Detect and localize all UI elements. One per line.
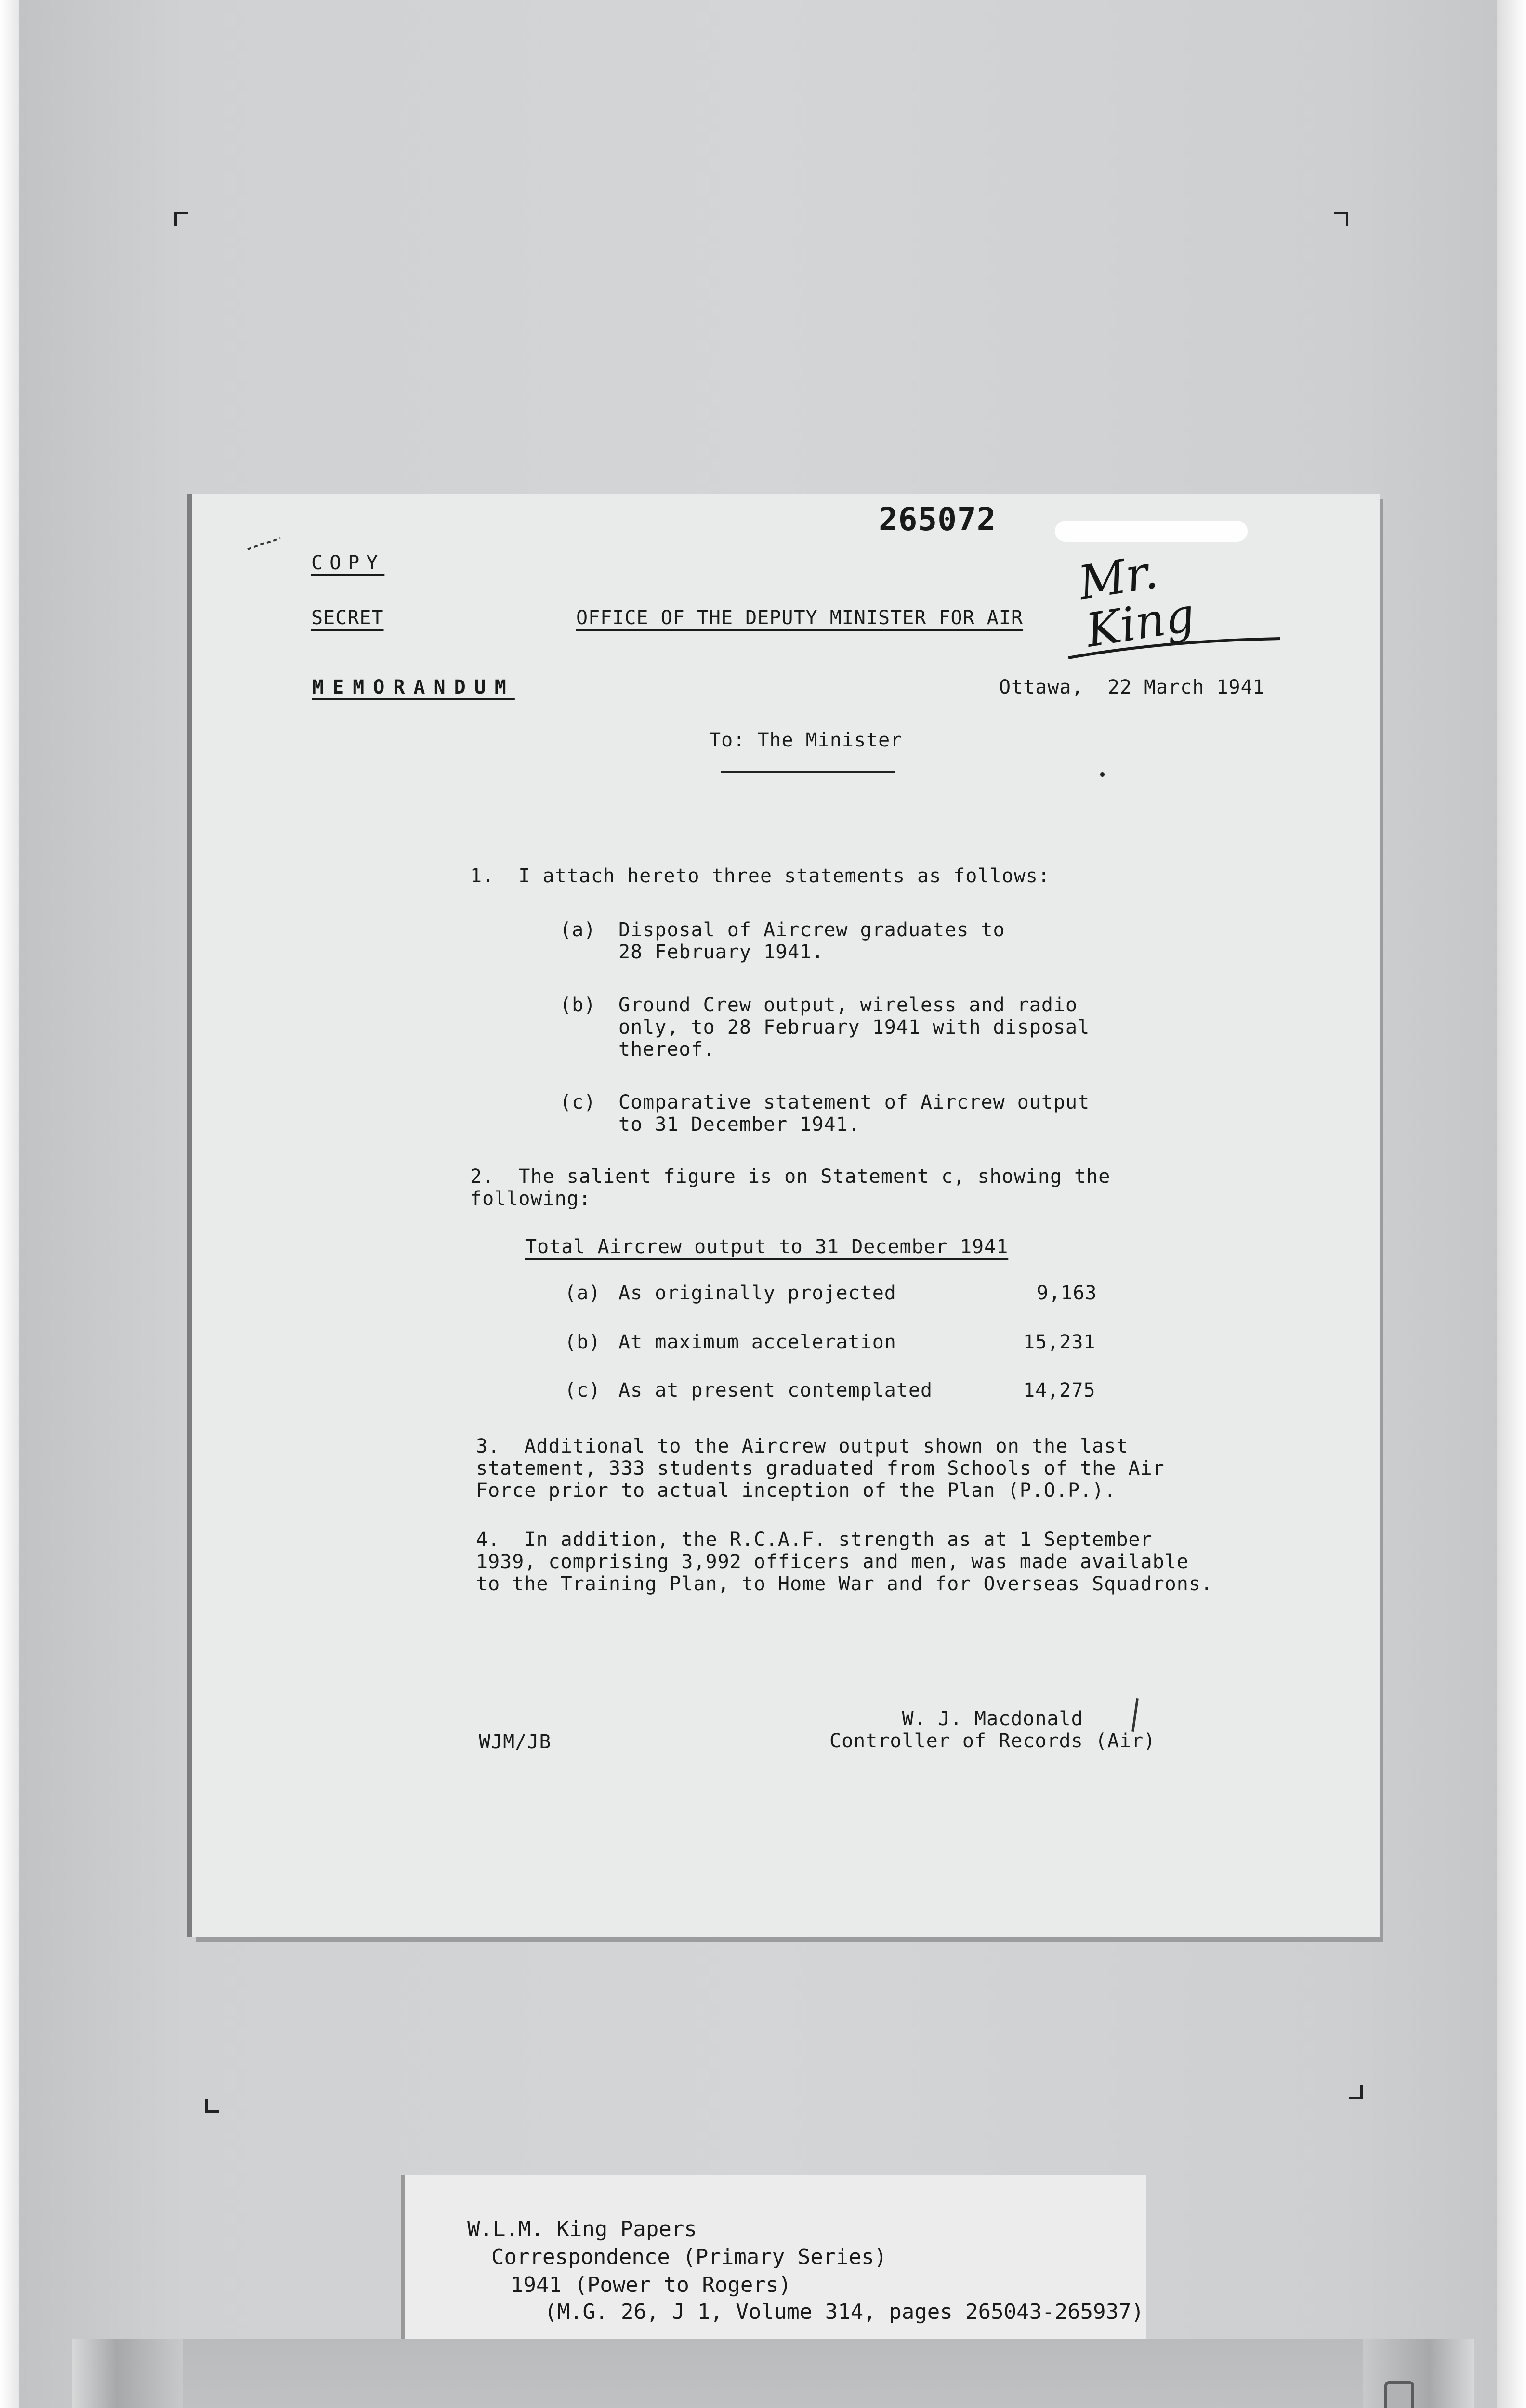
banner-edge-left (72, 2339, 183, 2408)
figure-b-label: At maximum acceleration (618, 1331, 896, 1353)
banner-slot (1384, 2381, 1414, 2408)
ink-dot (1100, 772, 1105, 777)
signature-block: W. J. Macdonald Controller of Records (Air) (829, 1708, 1156, 1752)
item-a-letter: (a) (560, 919, 596, 941)
paragraph-4: 4. In addition, the R.C.A.F. strength as at 1 September 1939, comprising 3,992 officers and men, was made available to the Training Plan, to Home War and for Overseas Squadrons. (476, 1529, 1213, 1595)
film-edge-right (1497, 0, 1526, 2408)
film-edge-left (0, 0, 19, 2408)
recipient-line: To: The Minister (709, 729, 903, 751)
typist-initials: WJM/JB (479, 1731, 552, 1753)
paragraph-3: 3. Additional to the Aircrew output shown on the last statement, 333 students graduated from Schools of the Air Force prior to actual inception of the Plan (P.O.P.). (476, 1435, 1165, 1502)
handwritten-note: Mr. King (1075, 544, 1198, 658)
copy-label: COPY (311, 552, 385, 574)
figure-a-letter: (a) (565, 1282, 601, 1304)
crop-mark-top-right (1334, 212, 1348, 226)
crop-mark-top-left (174, 212, 188, 226)
item-b-letter: (b) (560, 994, 596, 1016)
figure-b-value: 15,231 (1023, 1331, 1096, 1353)
archive-line-1: W.L.M. King Papers (467, 2217, 697, 2241)
figure-c-letter: (c) (565, 1379, 601, 1401)
paragraph-1: 1. I attach hereto three statements as follows: (470, 865, 1050, 887)
archive-line-2: Correspondence (Primary Series) (491, 2245, 887, 2269)
paragraph-2: 2. The salient figure is on Statement c, showing the following: (470, 1165, 1111, 1210)
figure-c-value: 14,275 (1023, 1379, 1096, 1401)
archive-line-4: (M.G. 26, J 1, Volume 314, pages 265043-265937) (544, 2300, 1144, 2324)
figure-a-value: 9,163 (1037, 1282, 1097, 1304)
pen-mark-icon (247, 537, 281, 551)
total-heading: Total Aircrew output to 31 December 1941 (525, 1236, 1009, 1258)
item-c-letter: (c) (560, 1091, 596, 1113)
handwritten-underline-icon (1064, 537, 1285, 663)
item-b-text: Ground Crew output, wireless and radio only, to 28 February 1941 with disposal thereof. (618, 994, 1090, 1060)
classification-label: SECRET (311, 607, 384, 629)
crop-mark-bottom-right (1349, 2085, 1363, 2099)
figure-b-letter: (b) (565, 1331, 601, 1353)
crop-mark-bottom-left (205, 2099, 219, 2113)
archive-line-3: 1941 (Power to Rogers) (511, 2273, 791, 2297)
office-heading: OFFICE OF THE DEPUTY MINISTER FOR AIR (576, 607, 1024, 629)
item-a-text: Disposal of Aircrew graduates to 28 February 1941. (618, 919, 1005, 963)
archives-banner (72, 2339, 1474, 2408)
figure-a-label: As originally projected (618, 1282, 896, 1304)
memo-label: MEMORANDUM (312, 676, 515, 698)
item-c-text: Comparative statement of Aircrew output to 31 December 1941. (618, 1091, 1090, 1136)
memo-page (192, 494, 1380, 1937)
recipient-rule (721, 771, 895, 773)
figure-c-label: As at present contemplated (618, 1379, 933, 1401)
document-number: 265072 (879, 501, 997, 538)
date-line: Ottawa, 22 March 1941 (999, 676, 1265, 698)
banner-edge-right (1363, 2339, 1474, 2408)
